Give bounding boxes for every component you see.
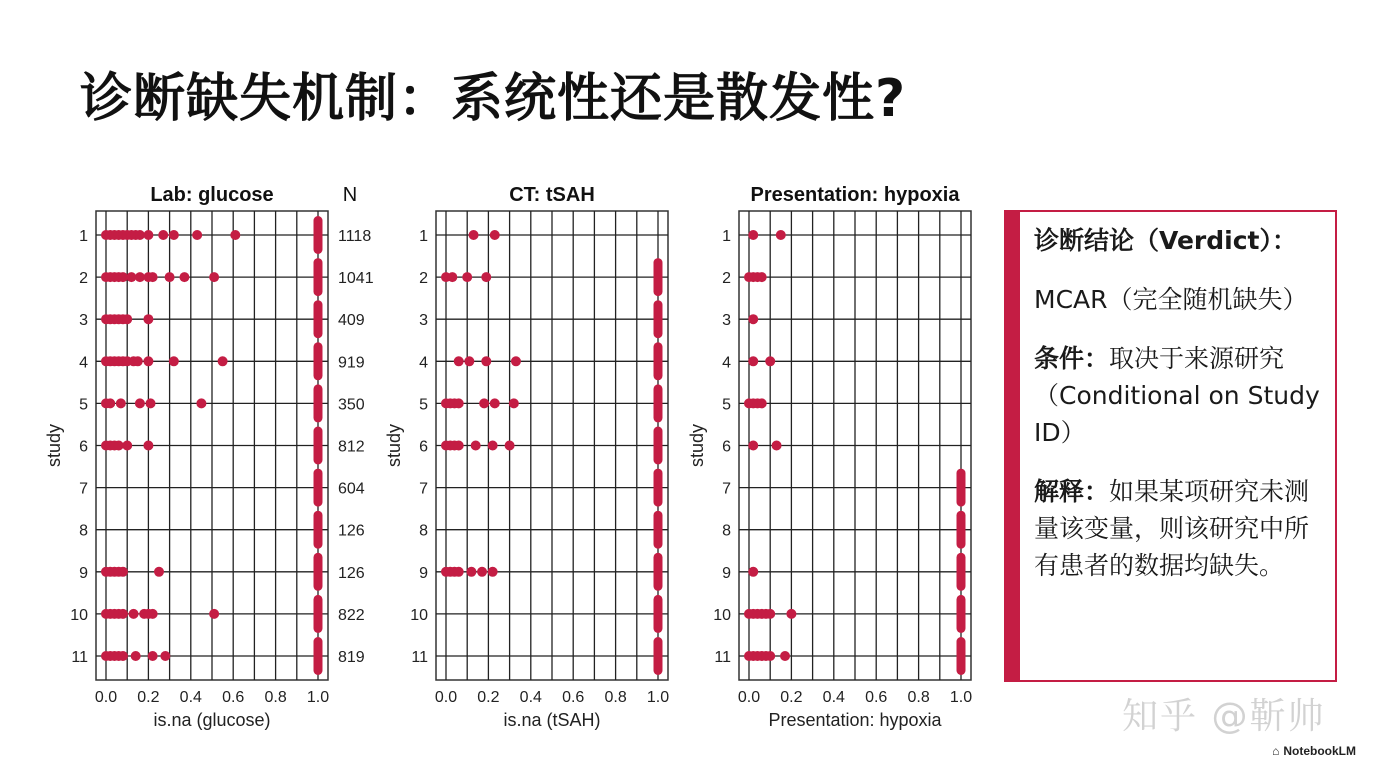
panel-1-data-point	[133, 356, 143, 366]
panel-1-data-point	[116, 398, 126, 408]
panel-3-data-point	[748, 567, 758, 577]
panel-2-y-tick-label: 8	[419, 522, 428, 540]
panel-3-data-bar-full	[957, 553, 966, 591]
panel-3-y-tick-label: 2	[722, 270, 731, 288]
panel-2-data-bar-full	[654, 511, 663, 549]
panel-2-x-tick-label: 0.2	[477, 689, 500, 706]
panel-2-data-bar-full	[654, 469, 663, 507]
panel-2-data-point	[466, 567, 476, 577]
panel-1-y-tick-label: 10	[70, 606, 88, 624]
panel-2-x-axis-label: is.na (tSAH)	[503, 710, 601, 730]
panel-3-title: Presentation: hypoxia	[750, 184, 960, 206]
panel-3-y-tick-label: 7	[722, 480, 731, 498]
panel-1-y-tick-label: 4	[79, 354, 88, 372]
panel-1-n-header: N	[342, 184, 358, 206]
panel-2-y-tick-label: 6	[419, 438, 428, 456]
panel-2-data-point	[479, 398, 489, 408]
panel-2-data-point	[462, 272, 472, 282]
verdict-condition-text: 取决于来源研究（Conditional on Study ID）	[1034, 344, 1320, 447]
panel-1-x-tick-label: 0.0	[94, 689, 118, 706]
panel-3-y-tick-label: 9	[722, 564, 731, 582]
panel-1-y-tick-label: 1	[79, 228, 88, 245]
panel-1-data-point	[148, 651, 158, 661]
verdict-explain-label: 解释：	[1034, 477, 1110, 506]
panel-3-x-tick-label: 1.0	[949, 689, 973, 706]
panel-1-x-tick-label: 0.2	[137, 689, 160, 706]
panel-2-data-bar-full	[654, 637, 663, 675]
panel-2-data-point	[454, 441, 464, 451]
panel-3-y-tick-label: 4	[722, 354, 731, 372]
panel-2-data-point	[511, 356, 521, 366]
panel-2-data-point	[481, 272, 491, 282]
panel-1-data-point	[122, 441, 132, 451]
panel-1-y-tick-label: 11	[71, 649, 88, 666]
panel-1-data-point	[146, 398, 156, 408]
panel-1-y-tick-label: 5	[79, 396, 88, 414]
panel-3-y-tick-label: 6	[722, 438, 731, 456]
panel-3-data-point	[757, 272, 767, 282]
panel-1-data-bar-full	[314, 384, 323, 422]
panel-2-data-bar-full	[654, 258, 663, 296]
panel-1-data-point	[192, 230, 202, 240]
panel-1-x-tick-label: 0.6	[222, 689, 245, 706]
panel-2-data-point	[490, 398, 500, 408]
panel-3-x-tick-label: 0.0	[737, 689, 761, 706]
panel-2-y-tick-label: 1	[419, 228, 428, 245]
panel-1-data-point	[158, 230, 168, 240]
panel-1-data-point	[169, 230, 179, 240]
panel-3-data-point	[748, 356, 758, 366]
panel-2-data-bar-full	[654, 553, 663, 591]
verdict-panel	[1004, 210, 1337, 682]
panel-1-n-value: 812	[338, 438, 365, 456]
panel-2-y-tick-label: 5	[419, 396, 428, 414]
notebooklm-logo-icon: ⌂	[1272, 744, 1280, 758]
panel-1-y-tick-label: 7	[79, 480, 88, 498]
panel-1-data-bar-full	[314, 342, 323, 380]
panel-1-data-point	[148, 272, 158, 282]
panel-1-data-bar-full	[314, 258, 323, 296]
panel-1-data-point	[135, 398, 145, 408]
panel-1-x-axis-label: is.na (glucose)	[153, 710, 271, 730]
panel-2-data-point	[471, 441, 481, 451]
panel-1-data-bar-full	[314, 637, 323, 675]
panel-1-x-tick-label: 1.0	[306, 689, 330, 706]
panel-3-data-point	[765, 356, 775, 366]
panel-1-n-value: 126	[338, 564, 365, 582]
panel-1-data-point	[143, 356, 153, 366]
panel-1-data-point	[143, 314, 153, 324]
panel-2-data-bar-full	[654, 342, 663, 380]
panel-2-data-point	[454, 398, 464, 408]
panel-2-data-point	[464, 356, 474, 366]
panel-2-y-tick-label: 11	[411, 649, 428, 666]
panel-1-data-point	[122, 314, 132, 324]
panel-3-x-tick-label: 0.6	[865, 689, 888, 706]
panel-1-data-point	[179, 272, 189, 282]
panel-3-y-tick-label: 10	[713, 606, 731, 624]
panel-3-data-point	[765, 651, 775, 661]
panel-1-n-value: 822	[338, 606, 365, 624]
panel-1-n-value: 350	[338, 396, 365, 414]
panel-2-y-tick-label: 7	[419, 480, 428, 498]
panel-2-data-point	[509, 398, 519, 408]
panel-3-data-bar-full	[957, 637, 966, 675]
panel-3-y-tick-label: 3	[722, 312, 731, 330]
panel-1-data-point	[129, 609, 139, 619]
panel-1-y-tick-label: 3	[79, 312, 88, 330]
panel-1-data-point	[131, 651, 141, 661]
watermark: 知乎 @靳帅	[1122, 696, 1326, 737]
panel-3-x-tick-label: 0.4	[822, 689, 845, 706]
panel-1-x-tick-label: 0.8	[264, 689, 287, 706]
panel-2-data-point	[469, 230, 479, 240]
panel-3-data-bar-full	[957, 595, 966, 633]
panel-1-data-point	[196, 398, 206, 408]
panel-1-n-value: 604	[338, 480, 365, 498]
panel-3-data-point	[757, 398, 767, 408]
panel-1-data-bar-full	[314, 469, 323, 507]
panel-1-data-bar-full	[314, 553, 323, 591]
panel-2-y-tick-label: 10	[410, 606, 428, 624]
panel-3-x-tick-label: 0.2	[780, 689, 803, 706]
panel-1-n-value: 1118	[338, 228, 372, 245]
page-title: 诊断缺失机制：系统性还是散发性?	[80, 69, 907, 129]
panel-1-data-point	[209, 609, 219, 619]
panel-3-y-axis-label: study	[687, 423, 707, 468]
panel-3-data-point	[776, 230, 786, 240]
panel-1-x-tick-label: 0.4	[179, 689, 202, 706]
panel-2-data-point	[488, 567, 498, 577]
panel-3-data-bar-full	[957, 511, 966, 549]
panel-1-data-point	[209, 272, 219, 282]
panel-2-x-tick-label: 0.8	[604, 689, 627, 706]
panel-2-data-point	[454, 356, 464, 366]
panel-1-y-tick-label: 2	[79, 270, 88, 288]
panel-1-data-bar-full	[314, 511, 323, 549]
panel-2-data-point	[488, 441, 498, 451]
panel-3-y-tick-label: 1	[722, 228, 731, 245]
panel-1-data-point	[118, 651, 128, 661]
verdict-explain-text: 如果某项研究未测量该变量，则该研究中所有患者的数据均缺失。	[1034, 477, 1310, 580]
panel-1-n-value: 919	[338, 354, 365, 372]
panel-1-data-point	[169, 356, 179, 366]
panel-1-data-point	[154, 567, 164, 577]
panel-1-data-bar-full	[314, 595, 323, 633]
verdict-heading: 诊断结论（Verdict）：	[1034, 226, 1298, 255]
panel-1-data-bar-full	[314, 427, 323, 465]
panel-1-data-point	[118, 567, 128, 577]
panel-3-data-point	[748, 441, 758, 451]
panel-1-y-tick-label: 6	[79, 438, 88, 456]
panel-1-data-point	[148, 609, 158, 619]
panel-3-y-tick-label: 8	[722, 522, 731, 540]
panel-1-y-tick-label: 8	[79, 522, 88, 540]
panel-1-n-value: 409	[338, 312, 365, 330]
brand	[1272, 744, 1356, 758]
panel-1-n-value: 126	[338, 522, 365, 540]
panel-2-x-tick-label: 0.4	[519, 689, 542, 706]
panel-1-data-point	[230, 230, 240, 240]
panel-3-y-tick-label: 11	[714, 649, 731, 666]
panel-2-x-tick-label: 1.0	[646, 689, 670, 706]
panel-2-data-point	[447, 272, 457, 282]
panel-3-x-axis-label: Presentation: hypoxia	[768, 710, 942, 730]
panel-2-data-point	[481, 356, 491, 366]
panel-1-n-value: 1041	[338, 270, 374, 288]
panel-2-data-point	[477, 567, 487, 577]
panel-2-data-point	[505, 441, 515, 451]
panel-1-y-tick-label: 9	[79, 564, 88, 582]
verdict-condition-label: 条件：	[1034, 344, 1110, 373]
panel-3-data-point	[748, 230, 758, 240]
panel-1-data-point	[118, 609, 128, 619]
panel-2-y-tick-label: 3	[419, 312, 428, 330]
panel-2-data-bar-full	[654, 427, 663, 465]
panel-2-y-tick-label: 4	[419, 354, 428, 372]
panel-2-x-tick-label: 0.6	[562, 689, 585, 706]
panel-2-y-tick-label: 2	[419, 270, 428, 288]
panel-2-y-tick-label: 9	[419, 564, 428, 582]
panel-1-data-point	[105, 398, 115, 408]
panel-3-x-tick-label: 0.8	[907, 689, 930, 706]
panel-3-data-point	[780, 651, 790, 661]
panel-3-data-point	[786, 609, 796, 619]
brand-label: NotebookLM	[1283, 744, 1356, 758]
panel-3-y-tick-label: 5	[722, 396, 731, 414]
panel-2-data-point	[454, 567, 464, 577]
panel-1-data-point	[165, 272, 175, 282]
panel-1-n-value: 819	[338, 649, 365, 666]
panel-3-data-point	[765, 609, 775, 619]
panel-1-title: Lab: glucose	[150, 184, 274, 206]
panel-3-data-point	[748, 314, 758, 324]
panel-2-data-bar-full	[654, 595, 663, 633]
panel-1-y-axis-label: study	[44, 423, 64, 468]
panel-2-x-tick-label: 0.0	[434, 689, 458, 706]
panel-1-data-point	[218, 356, 228, 366]
panel-1-data-bar-full	[314, 300, 323, 338]
panel-2-data-point	[490, 230, 500, 240]
panel-1-data-bar-full	[314, 216, 323, 254]
panel-1-data-point	[160, 651, 170, 661]
panel-2-data-bar-full	[654, 384, 663, 422]
panel-2-y-axis-label: study	[384, 423, 404, 468]
panel-2-title: CT: tSAH	[509, 184, 595, 206]
panel-1-data-point	[143, 230, 153, 240]
panel-1-data-point	[143, 441, 153, 451]
panel-3-data-point	[772, 441, 782, 451]
verdict-mcar: MCAR（完全随机缺失）	[1034, 285, 1308, 314]
panel-3-data-bar-full	[957, 469, 966, 507]
panel-2-data-bar-full	[654, 300, 663, 338]
